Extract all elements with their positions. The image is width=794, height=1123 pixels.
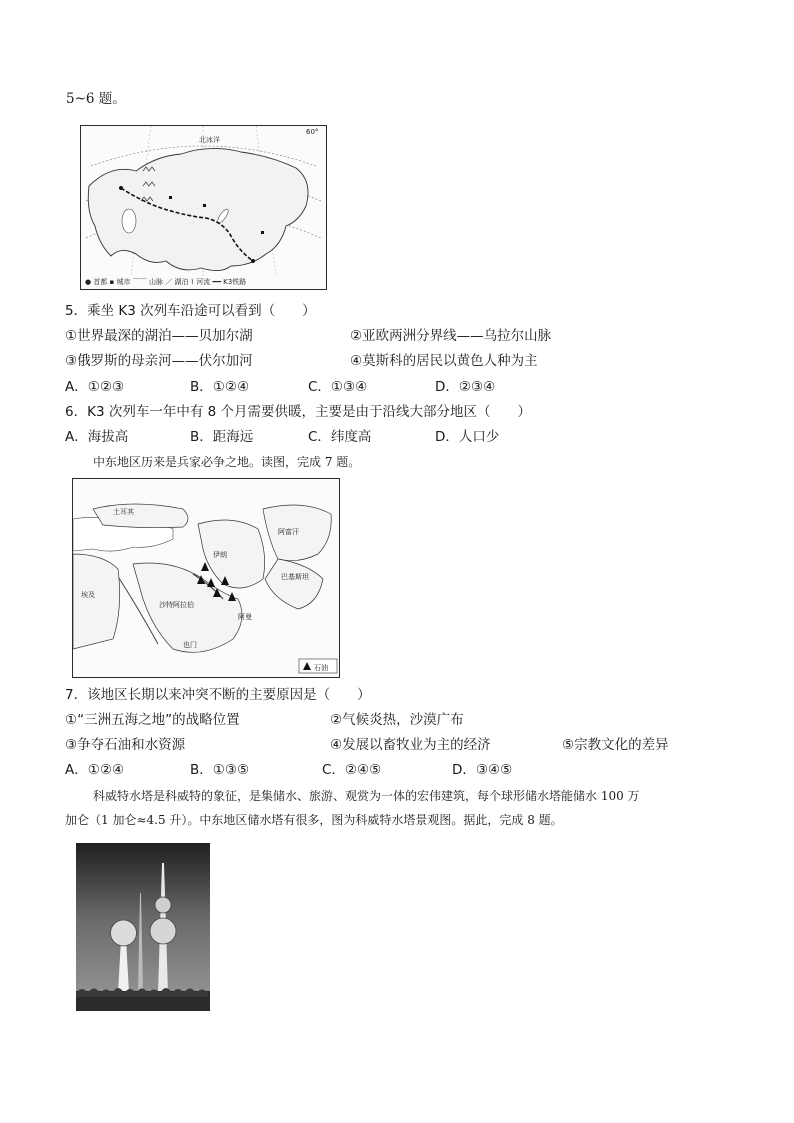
legend-oil: 石油 bbox=[314, 664, 328, 672]
label-saudi: 沙特阿拉伯 bbox=[159, 601, 194, 609]
intro-q8-line2: 加仑（1 加仑≈4.5 升）。中东地区储水塔有很多，图为科威特水塔景观图。据此，完成 8 题。 bbox=[65, 813, 563, 827]
q7-statement-4: ④发展以畜牧业为主的经济 bbox=[330, 737, 491, 753]
q7-option-d[interactable]: D．③④⑤ bbox=[452, 762, 513, 778]
label-iran: 伊朗 bbox=[213, 551, 227, 559]
q7-stem: 7．该地区长期以来冲突不断的主要原因是（ ） bbox=[65, 687, 371, 703]
q6-option-b[interactable]: B．距海远 bbox=[190, 429, 254, 445]
q7-statement-1: ①“三洲五海之地”的战略位置 bbox=[65, 712, 240, 728]
label-egypt: 埃及 bbox=[81, 591, 95, 599]
q5-option-b[interactable]: B．①②④ bbox=[190, 379, 250, 395]
label-corner: 60° bbox=[306, 128, 319, 136]
q5-statement-4: ④莫斯科的居民以黄色人种为主 bbox=[350, 353, 538, 369]
intro-q8-line1: 科威特水塔是科威特的象征，是集储水、旅游、观赏为一体的宏伟建筑，每个球形储水塔能储水 100 万 bbox=[93, 789, 640, 803]
q6-option-c[interactable]: C．纬度高 bbox=[308, 429, 372, 445]
q7-statement-3: ③争夺石油和水资源 bbox=[65, 737, 186, 753]
q5-statement-3: ③俄罗斯的母亲河——伏尔加河 bbox=[65, 353, 253, 369]
intro-q7: 中东地区历来是兵家必争之地。读图，完成 7 题。 bbox=[93, 455, 361, 469]
label-pakistan: 巴基斯坦 bbox=[281, 573, 309, 581]
label-yemen: 也门 bbox=[183, 641, 197, 649]
q7-option-b[interactable]: B．①③⑤ bbox=[190, 762, 250, 778]
kuwait-towers-photo bbox=[76, 843, 210, 1011]
q7-statement-2: ②气候炎热，沙漠广布 bbox=[330, 712, 464, 728]
label-turkey: 土耳其 bbox=[113, 508, 134, 516]
intro-q5-6: 5~6 题。 bbox=[66, 91, 126, 107]
k3-railway-map bbox=[80, 125, 327, 290]
q5-option-a[interactable]: A．①②③ bbox=[65, 379, 125, 395]
q7-option-c[interactable]: C．②④⑤ bbox=[322, 762, 382, 778]
q5-stem: 5．乘坐 K3 次列车沿途可以看到（ ） bbox=[65, 303, 316, 319]
q7-option-a[interactable]: A．①②④ bbox=[65, 762, 125, 778]
label-afghanistan: 阿富汗 bbox=[278, 528, 299, 536]
q6-option-a[interactable]: A．海拔高 bbox=[65, 429, 129, 445]
q5-statement-1: ①世界最深的湖泊——贝加尔湖 bbox=[65, 328, 253, 344]
q5-option-d[interactable]: D．②③④ bbox=[435, 379, 496, 395]
q5-option-c[interactable]: C．①③④ bbox=[308, 379, 368, 395]
q6-stem: 6．K3 次列车一年中有 8 个月需要供暖，主要是由于沿线大部分地区（ ） bbox=[65, 404, 531, 420]
middle-east-map bbox=[72, 478, 340, 678]
label-arctic: 北冰洋 bbox=[199, 136, 220, 144]
label-oman: 阿曼 bbox=[238, 613, 252, 621]
q6-option-d[interactable]: D．人口少 bbox=[435, 429, 500, 445]
q5-statement-2: ②亚欧两洲分界线——乌拉尔山脉 bbox=[350, 328, 552, 344]
q7-statement-5: ⑤宗教文化的差异 bbox=[562, 737, 669, 753]
map1-legend: ● 首都 ▪ 城市 ⌒⌒ 山脉 ／ 湖泊 ⌇ 河流 ━━ K3铁路 bbox=[85, 278, 247, 286]
